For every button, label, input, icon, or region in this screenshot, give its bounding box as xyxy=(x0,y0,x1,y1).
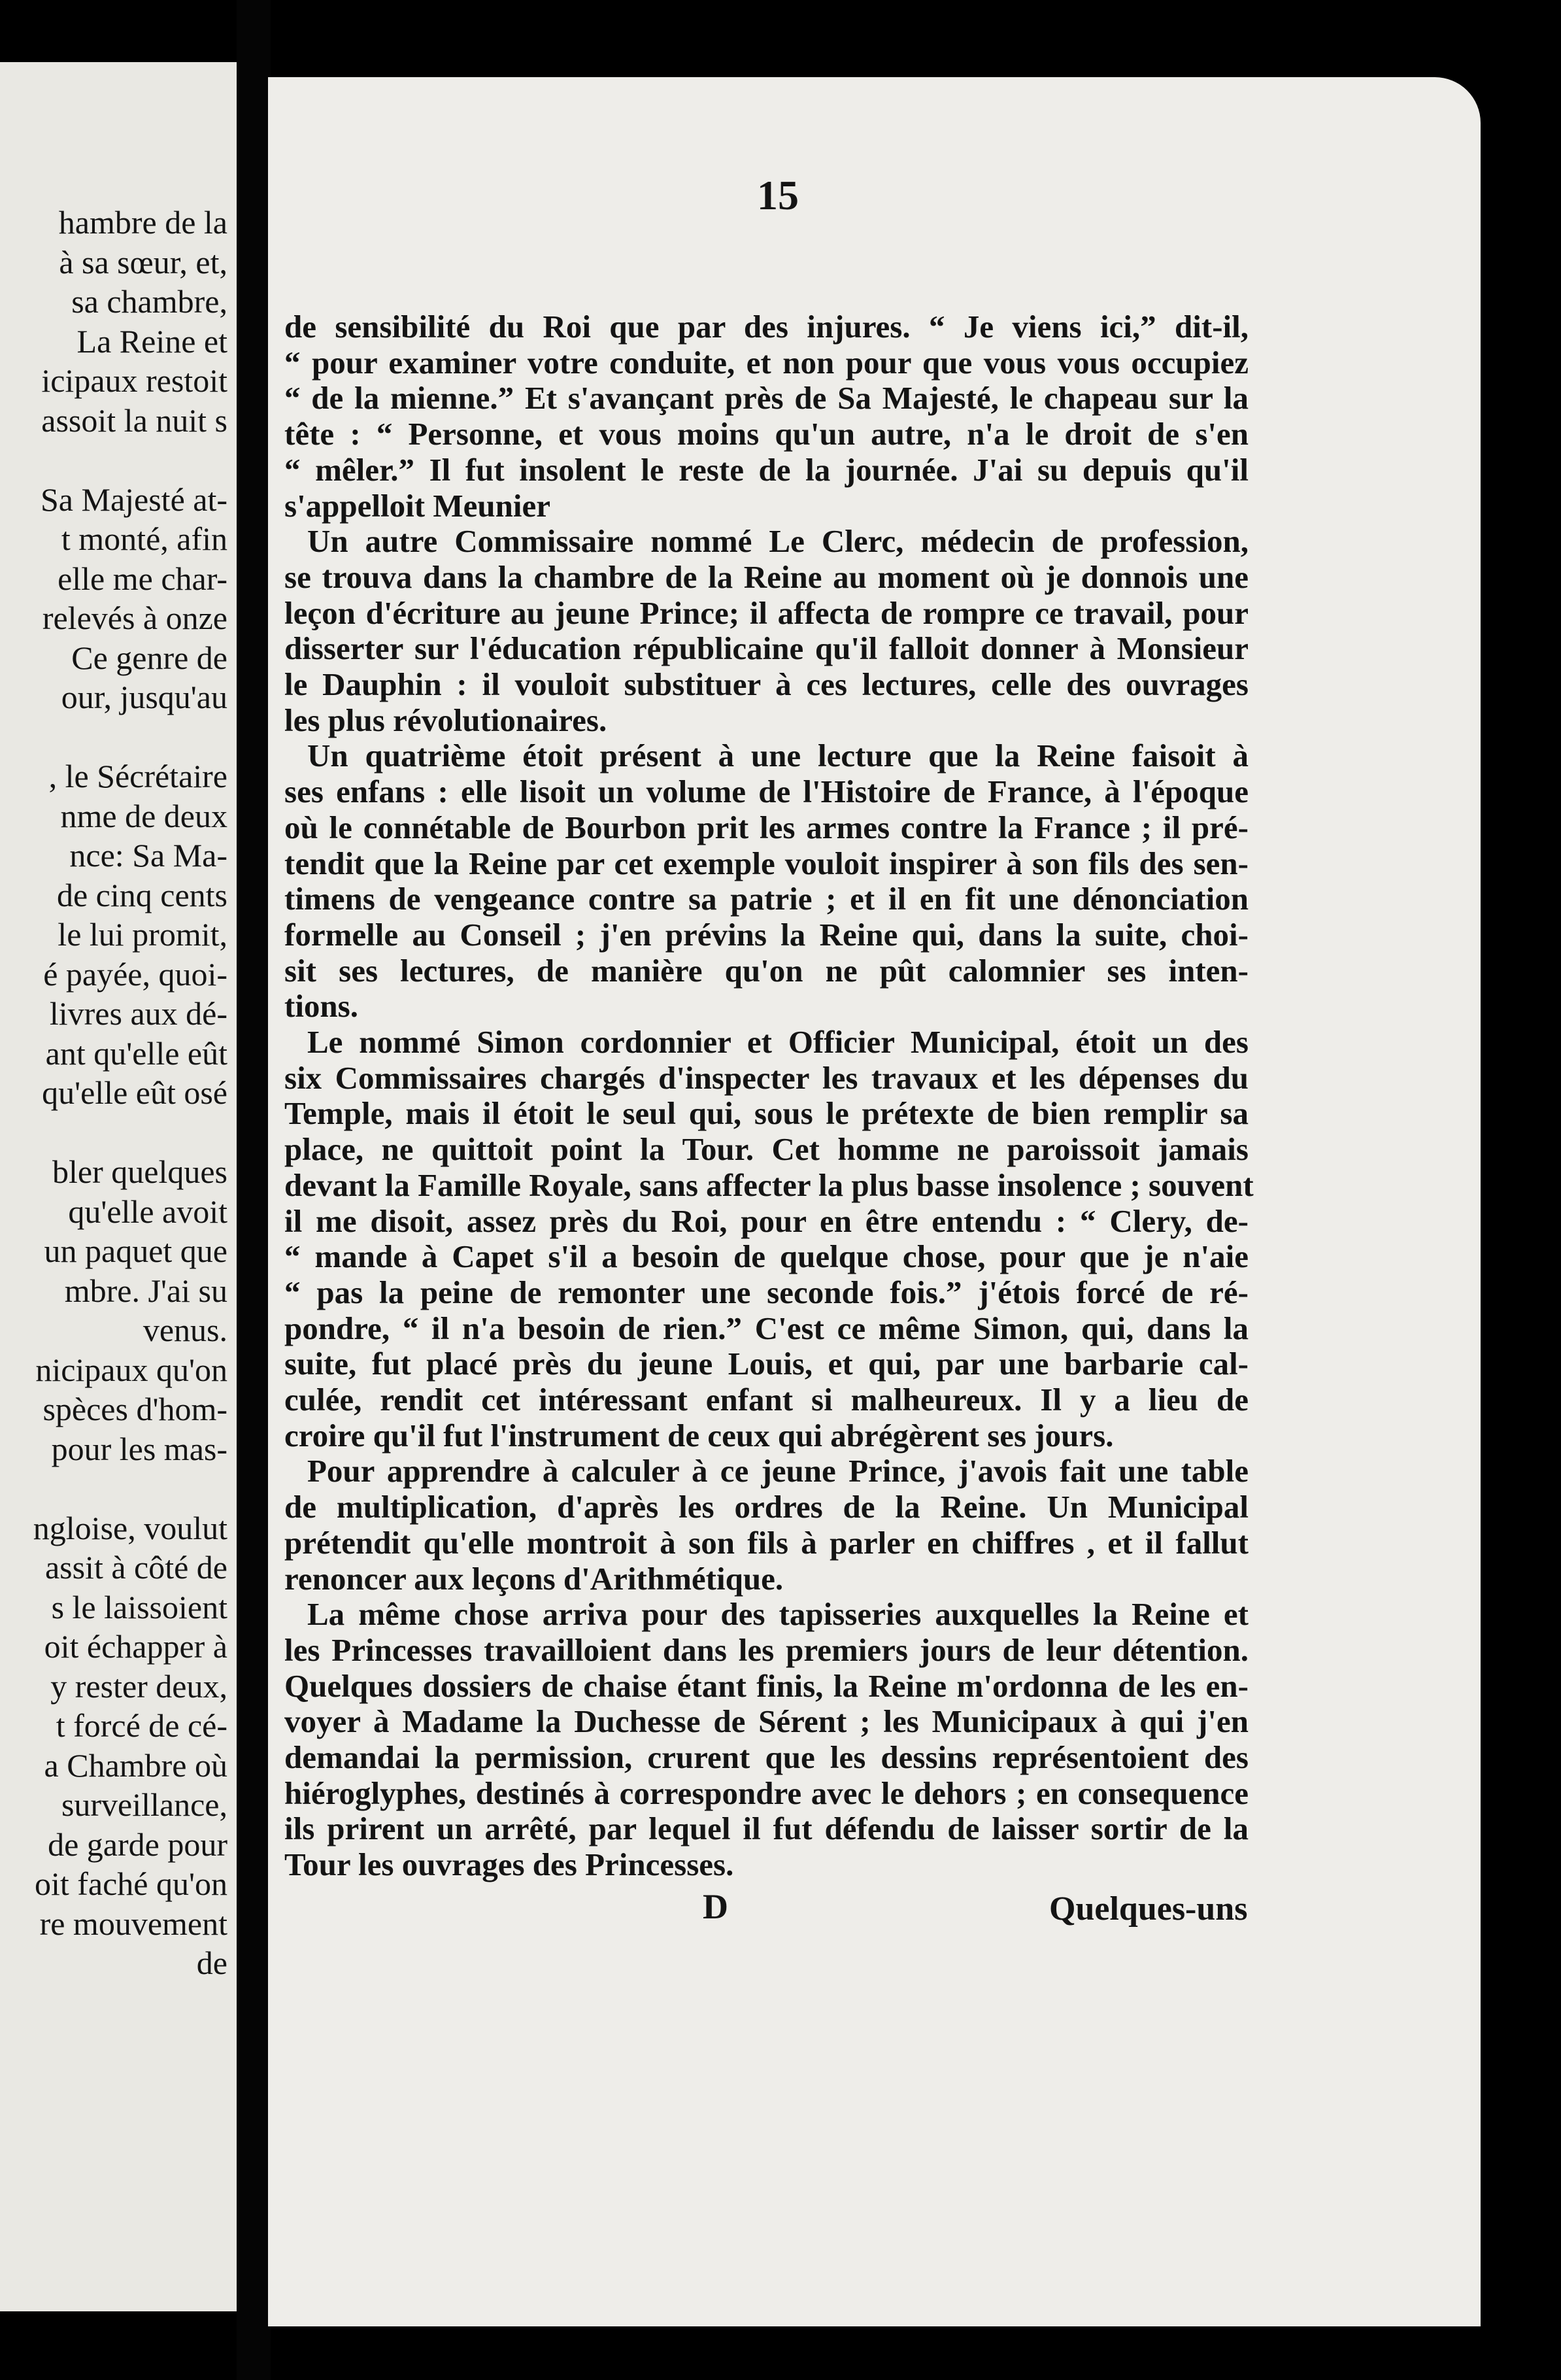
page-number: 15 xyxy=(757,172,799,218)
text-line: Un quatrième étoit présent à une lecture que la Reine faisoit à xyxy=(307,738,1249,774)
text-line: Tour les ouvrages des Princesses. xyxy=(284,1846,734,1883)
left-page-line: hambre de la xyxy=(58,204,227,241)
text-line: ses enfans : elle lisoit un volume de l'Histoire de France, à l'époque xyxy=(284,774,1249,810)
catchword: Quelques-uns xyxy=(1049,1890,1248,1928)
left-page-line: our, jusqu'au xyxy=(61,679,227,715)
left-page-line: re mouvement xyxy=(39,1905,227,1942)
left-page-line: nicipaux qu'on xyxy=(35,1351,227,1388)
left-page-line: ant qu'elle eût xyxy=(45,1034,227,1072)
left-page-line: pour les mas- xyxy=(51,1430,227,1467)
text-line: les Princesses travailloient dans les premiers jours de leur détention. xyxy=(284,1631,1249,1668)
text-line: il me disoit, assez près du Roi, pour en être entendu : “ Clery, de- xyxy=(284,1202,1249,1239)
left-page-line: relevés à onze xyxy=(42,600,227,636)
text-line: hiéroglyphes, destinés à correspondre avec le dehors ; en consequence xyxy=(284,1775,1249,1811)
left-page-line: s le laissoient xyxy=(51,1588,227,1625)
text-line: renoncer aux leçons d'Arithmétique. xyxy=(284,1560,784,1597)
left-page-line: mbre. J'ai su xyxy=(64,1272,227,1309)
text-line: six Commissaires chargés d'inspecter les travaux et les dépenses du xyxy=(284,1059,1249,1096)
left-page-line: t forcé de cé- xyxy=(56,1707,227,1744)
text-line: “ pas la peine de remonter une seconde fois.” j'étois forcé de ré- xyxy=(284,1274,1249,1310)
left-page-line: qu'elle avoit xyxy=(68,1193,227,1230)
left-page-line: un paquet que xyxy=(44,1232,227,1269)
left-page-line: qu'elle eût osé xyxy=(42,1074,227,1111)
text-line: La même chose arriva pour des tapisseries auxquelles la Reine et xyxy=(307,1596,1249,1633)
left-page-line: bler quelques xyxy=(52,1153,227,1190)
left-page-line: le lui promit, xyxy=(58,916,227,953)
signature-mark: D xyxy=(703,1887,728,1926)
left-page-line: oit échapper à xyxy=(44,1628,227,1665)
left-page-line: livres aux dé- xyxy=(49,995,227,1032)
left-page-line: La Reine et xyxy=(76,322,227,360)
text-line: voyer à Madame la Duchesse de Sérent ; les Municipaux à qui j'en xyxy=(284,1703,1249,1740)
text-line: “ mande à Capet s'il a besoin de quelque chose, pour que je n'aie xyxy=(284,1238,1249,1275)
text-line: de multiplication, d'après les ordres de la Reine. Un Municipal xyxy=(284,1489,1249,1525)
text-line: place, ne quittoit point la Tour. Cet homme ne paroissoit jamais xyxy=(284,1131,1249,1168)
left-page-line: de xyxy=(196,1945,227,1981)
text-line: Pour apprendre à calculer à ce jeune Prince, j'avois fait une table xyxy=(307,1453,1249,1489)
text-line: culée, rendit cet intéressant enfant si malheureux. Il y a lieu de xyxy=(284,1382,1249,1418)
left-page-line: icipaux restoit xyxy=(41,362,227,399)
left-page-line: assit à côté de xyxy=(44,1549,227,1586)
left-page-line: Ce genre de xyxy=(71,639,227,676)
text-line: de sensibilité du Roi que par des injures. “ Je viens ici,” dit-il, xyxy=(284,309,1249,345)
text-line: se trouva dans la chambre de la Reine au moment où je donnois une xyxy=(284,558,1249,595)
left-page-line: de garde pour xyxy=(48,1826,227,1863)
left-page-line: nme de deux xyxy=(60,797,227,834)
text-line: Quelques dossiers de chaise étant finis, la Reine m'ordonna de les en- xyxy=(284,1667,1249,1704)
left-page-line: t monté, afin xyxy=(61,520,227,557)
text-line: timens de vengeance contre sa patrie ; et il en fit une dénonciation xyxy=(284,881,1249,917)
left-page-line: nce: Sa Ma- xyxy=(69,837,227,874)
text-line: Le nommé Simon cordonnier et Officier Municipal, étoit un des xyxy=(307,1024,1249,1060)
left-page-line: elle me char- xyxy=(58,560,227,597)
text-line: “ mêler.” Il fut insolent le reste de la journée. J'ai su depuis qu'il xyxy=(284,451,1249,488)
text-line: Un autre Commissaire nommé Le Clerc, médecin de profession, xyxy=(307,523,1249,560)
left-page-line: à sa sœur, et, xyxy=(59,243,227,280)
left-page-fragment xyxy=(0,62,237,2311)
text-line: disserter sur l'éducation républicaine qu'il falloit donner à Monsieur xyxy=(284,630,1249,667)
text-line: demandai la permission, crurent que les dessins représentoient des xyxy=(284,1739,1249,1775)
text-line: tions. xyxy=(284,988,359,1025)
left-page-line: a Chambre où xyxy=(44,1746,227,1784)
left-page-line: venus. xyxy=(143,1312,227,1348)
left-page-line: sa chambre, xyxy=(71,283,227,320)
text-line: formelle au Conseil ; j'en prévins la Reine qui, dans la suite, choi- xyxy=(284,916,1249,953)
text-line: leçon d'écriture au jeune Prince; il affecta de rompre ce travail, pour xyxy=(284,594,1249,631)
text-line: “ pour examiner votre conduite, et non pour que vous vous occupiez xyxy=(284,344,1249,381)
text-line: s'appelloit Meunier xyxy=(284,487,550,524)
text-line: “ de la mienne.” Et s'avançant près de Sa Majesté, le chapeau sur la xyxy=(284,380,1249,416)
left-page-line: assoit la nuit s xyxy=(41,401,227,439)
left-page-line: , le Sécrétaire xyxy=(48,758,227,794)
text-line: prétendit qu'elle montroit à son fils à parler en chiffres , et il fallut xyxy=(284,1524,1249,1561)
left-page-line: Sa Majesté at- xyxy=(40,481,227,518)
book-gutter xyxy=(237,0,271,2380)
text-line: croire qu'il fut l'instrument de ceux qui abrégèrent ses jours. xyxy=(284,1417,1114,1454)
text-line: tête : “ Personne, et vous moins qu'un autre, n'a le droit de s'en xyxy=(284,416,1249,452)
left-page-line: é payée, quoi- xyxy=(43,955,227,993)
text-line: les plus révolutionaires. xyxy=(284,702,607,738)
text-line: suite, fut placé près du jeune Louis, et qui, par une barbarie cal- xyxy=(284,1346,1249,1382)
left-page-line: y rester deux, xyxy=(50,1667,227,1705)
left-page-line: de cinq cents xyxy=(56,876,227,913)
left-page-line: spèces d'hom- xyxy=(42,1391,227,1427)
text-line: devant la Famille Royale, sans affecter la plus basse insolence ; souvent xyxy=(284,1166,1254,1203)
text-line: Temple, mais il étoit le seul qui, sous le prétexte de bien remplir sa xyxy=(284,1095,1249,1132)
text-line: pondre, “ il n'a besoin de rien.” C'est ce même Simon, qui, dans la xyxy=(284,1310,1249,1346)
text-line: le Dauphin : il vouloit substituer à ces lectures, celle des ouvrages xyxy=(284,666,1249,702)
text-line: sit ses lectures, de manière qu'on ne pût calomnier ses inten- xyxy=(284,952,1249,989)
text-line: où le connétable de Bourbon prit les armes contre la France ; il pré- xyxy=(284,809,1249,845)
left-page-line: ngloise, voulut xyxy=(33,1509,227,1546)
left-page-line: surveillance, xyxy=(61,1786,227,1823)
left-page-line: oit faché qu'on xyxy=(34,1865,227,1902)
text-line: tendit que la Reine par cet exemple vouloit inspirer à son fils des sen- xyxy=(284,845,1249,881)
text-line: ils prirent un arrêté, par lequel il fut défendu de laisser sortir de la xyxy=(284,1810,1249,1847)
